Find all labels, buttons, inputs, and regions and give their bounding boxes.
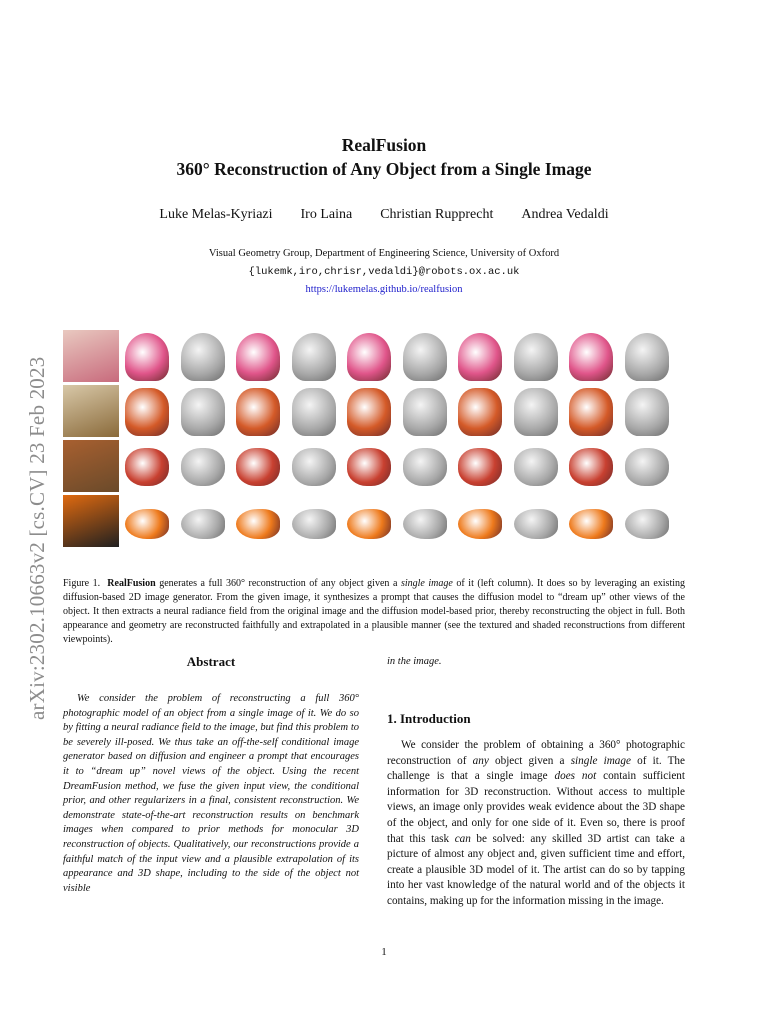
abstract-body: We consider the problem of reconstructing a full 360° photographic model of an object from a single image of it. We do so by fitting a neural radiance field to the image, but find this problem to be severely ill-posed. We thus take an off-the-self conditional image generator based on diffusion and engineer a prompt that encourages it to “dream up” novel views of the object. Using the recent DreamFusion method, we fuse the given input view, the conditional prior, and other regularizers in a final, consistent reconstruction. We demonstrate state-of-the-art reconstruction results on benchmark images when compared to prior methods for monocular 3D reconstruction of objects. Qualitatively, our reconstructions provide a faithful match of the input view and a plausible extrapolation of its appearance and 3D shape, including to the side of the object not visible [63,693,359,894]
teaser-row-doll [63,330,685,384]
abstract-continuation: in the image. [387,656,442,667]
affiliation: Visual Geometry Group, Department of Engineering Science, University of Oxford [208,248,560,259]
textured-render [458,333,502,381]
shaded-render [625,333,669,381]
shaded-render [292,333,336,381]
shaded-render [514,333,558,381]
textured-render [236,509,280,539]
caption-bold: RealFusion [107,578,156,589]
shaded-render [181,333,225,381]
shaded-render [514,448,558,486]
shaded-render [625,448,669,486]
shaded-render [403,388,447,436]
page-number: 1 [381,946,387,958]
shaded-render [181,509,225,539]
input-photo [63,495,119,547]
intro-emphasis: does not [554,770,597,783]
intro-text: of it. The challenge is that a single image [387,754,685,783]
shaded-render [403,448,447,486]
teaser-row-teapot [63,440,685,494]
title-line-1: RealFusion [341,135,427,155]
author-emails: {lukemk,iro,chrisr,vedaldi}@robots.ox.ac.uk [248,266,520,278]
caption-text-2: of it (left column). It does so by leveraging an existing diffusion-based 2D image generator. From the given image, it synthesizes a prompt that causes the diffusion model to “dream up” other views of the object. It then extracts a neural radiance field from the original image and the diffusion model-based prior, thereby reconstructing the object in full. Both appearance and geometry are reconstructed faithfully and extrapolated in a plausible manner (see the textured and shaded reconstructions from different viewpoints). [63,578,686,645]
textured-render [125,509,169,539]
shaded-render [403,333,447,381]
author-list [100,207,668,223]
textured-render [458,509,502,539]
project-url-link[interactable]: https://lukemelas.github.io/realfusion [305,284,463,295]
intro-emphasis: any [472,754,489,767]
shaded-render [292,388,336,436]
textured-render [236,333,280,381]
textured-render [569,509,613,539]
textured-render [569,448,613,486]
input-photo [63,385,119,437]
shaded-render [625,388,669,436]
author-name: Christian Rupprecht [380,207,494,222]
textured-render [458,388,502,436]
caption-text-1: generates a full 360° reconstruction of any object given a [155,578,401,589]
input-photo [63,440,119,492]
teaser-row-fish [63,495,685,549]
intro-text: object given a [488,754,571,767]
figure-caption [63,577,685,647]
textured-render [569,388,613,436]
textured-render [347,333,391,381]
textured-render [347,388,391,436]
paper-title [100,133,668,181]
arxiv-stamp: arXiv:2302.10663v2 [cs.CV] 23 Feb 2023 [25,356,49,720]
textured-render [236,388,280,436]
abstract-heading: Abstract [186,654,236,669]
textured-render [347,448,391,486]
teaser-row-cat [63,385,685,439]
textured-render [458,448,502,486]
shaded-render [514,388,558,436]
author-name: Luke Melas-Kyriazi [159,207,273,222]
author-name: Iro Laina [300,207,353,222]
introduction-paragraph [387,738,685,910]
intro-text: contain sufficient information for 3D reconstruction. Without access to multiple views, an image only provides weak evidence about the 3D shape of the object, and only for one side of it. Even so, there is proof that this task [387,770,685,845]
textured-render [125,333,169,381]
textured-render [125,388,169,436]
section-heading-introduction: 1. Introduction [387,711,471,726]
intro-emphasis: single image [570,754,631,767]
intro-text: We consider the problem of obtaining a 360° photographic reconstruction of [387,739,685,767]
textured-render [347,509,391,539]
input-photo [63,330,119,382]
shaded-render [403,509,447,539]
intro-emphasis: can [454,832,471,845]
title-line-2: 360° Reconstruction of Any Object from a Single Image [176,159,592,179]
shaded-render [181,448,225,486]
shaded-render [625,509,669,539]
textured-render [125,448,169,486]
shaded-render [292,448,336,486]
caption-label: Figure 1. [63,578,101,589]
intro-text: be solved: any skilled 3D artist can take a picture of almost any object and, given sufficient time and effort, create a plausible 3D model of it. The artist can do so by tapping into her vast knowledge of the natural world and of the objects it contains, making up for the information missing in the image. [387,832,686,907]
shaded-render [292,509,336,539]
textured-render [236,448,280,486]
author-name: Andrea Vedaldi [521,207,609,222]
shaded-render [514,509,558,539]
caption-emphasis: single image [400,578,453,589]
shaded-render [181,388,225,436]
teaser-figure [63,330,685,548]
textured-render [569,333,613,381]
